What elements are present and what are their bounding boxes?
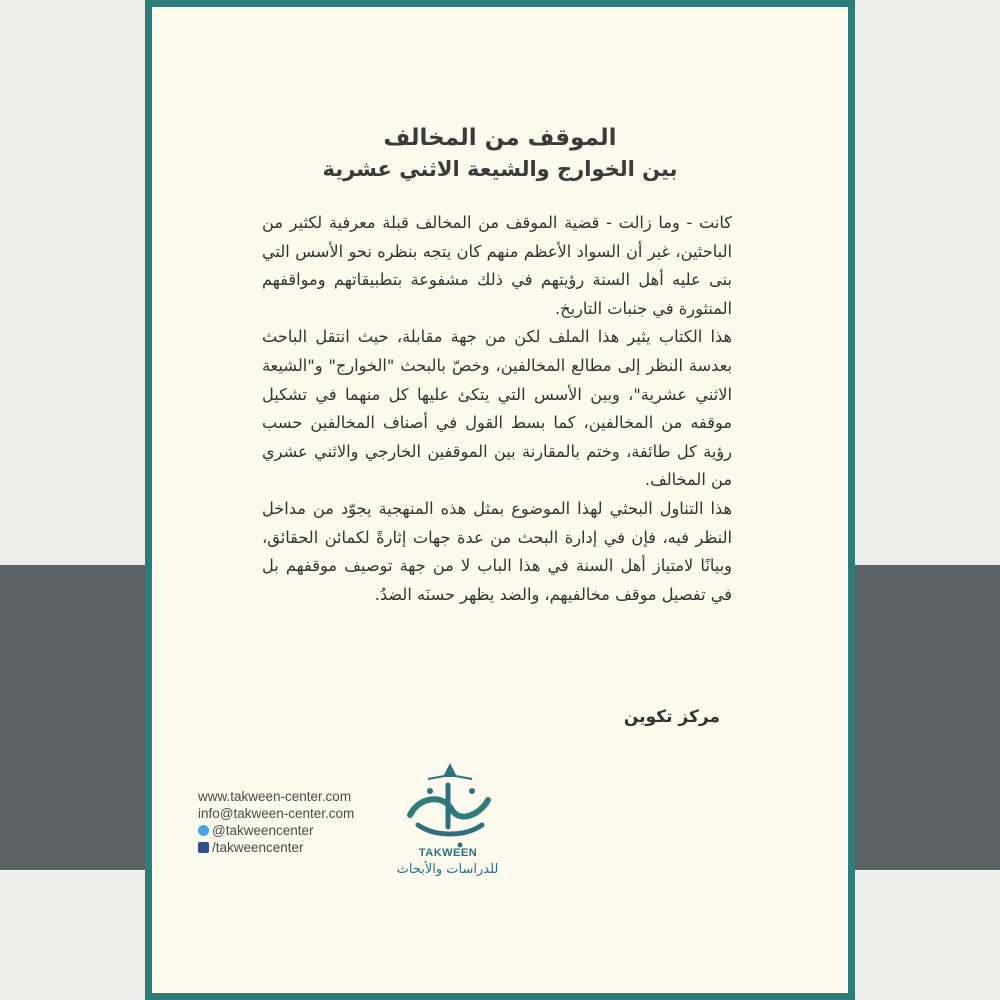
website-link[interactable]: www.takween-center.com [198, 789, 352, 804]
book-subtitle: بين الخوارج والشيعة الاثني عشرية [322, 157, 678, 181]
side-panel-right [852, 565, 1000, 870]
signature: مركز تكوين [623, 707, 720, 727]
twitter-link[interactable] [198, 822, 408, 839]
email-link[interactable]: info@takween-center.com [198, 806, 355, 821]
blurb-paragraph: هذا التناول البحثي لهذا الموضوع بمثل هذه المنهجية يجوّد من مداخل النظر فيه، فإن في إدارة البحث من عدة جهات إثارةً لكمائن الحقائق، وبيانًا لامتياز أهل السنة في هذا الباب لا من جهة توصيف موقفهم بل في تفصيل موقف مخالفيهم، والضد يظهر حسنَه الضدُ. [262, 498, 732, 604]
blurb-paragraph: هذا الكتاب يثير هذا الملف لكن من جهة مقابلة، حيث انتقل الباحث بعدسة النظر إلى مطالع المخالفين، وخصّ بالبحث "الخوارج" و"الشيعة الاثني عشرية"، وبين الأسس التي يتكئ عليها كل منهما في تشكيل موقفه من المخالفين، كما بسط القول في أصناف المخالفين حسب رؤية كل طائفة، وختم بالمقارنة بين الموقفين الخارجي والاثني عشري من المخالف. [262, 327, 732, 490]
facebook-icon [198, 842, 209, 853]
title-block [152, 125, 848, 181]
facebook-handle: /takweencenter [212, 840, 304, 855]
blurb-paragraph: كانت - وما زالت - قضية الموقف من المخالف قبلة معرفية لكثير من الباحثين، غير أن السواد الأعظم منهم كان يتجه بنظره نحو الأسس التي بنى عليه أهل السنة رؤيتهم في ذلك مشفوعة بتطبيقاتهم ومواقفهم المنثورة في جنبات التاريخ. [262, 213, 732, 318]
twitter-handle: @takweencenter [212, 823, 314, 838]
facebook-link[interactable] [198, 839, 408, 856]
twitter-icon [198, 825, 209, 836]
logo-arabic-text: للدراسات والأبحاث [396, 862, 499, 877]
blurb [262, 209, 732, 609]
side-panel-left [0, 565, 148, 870]
book-title: الموقف من المخالف [383, 125, 617, 151]
logo-english-text: TAKWEEN [418, 847, 478, 859]
contact-info [198, 788, 408, 856]
